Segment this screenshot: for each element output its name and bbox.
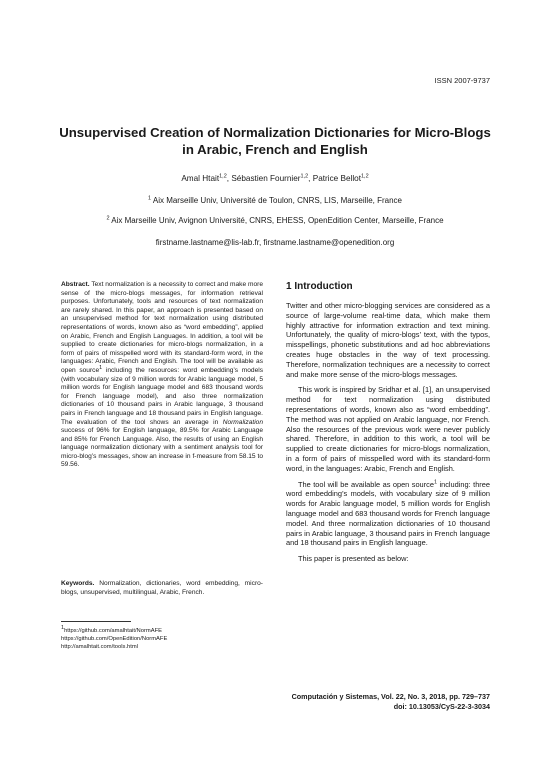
- abstract-text-b: including the resources: word embedding’s models (with vocabulary size of 9 million words for Arabic language model, 5 million words for English language model and 683 thousand words for French language model), and also three normalization dictionaries of 10 thousand pairs in Arabic language, 3 thousand pairs in French language and 18 thousand pairs in English language. The evaluation of the tool shows an average in: [61, 366, 263, 426]
- footnote-link[interactable]: https://github.com/OpenEdition/NormAFE: [61, 636, 168, 642]
- author-affiliation-mark: 1,2: [219, 173, 227, 180]
- intro-paragraph-3b: including: three word embedding’s models, with vocabulary size of 9 million words for Arabic language model, 5 million words for English language model and 683 thousand words for French language model. And three normalization dictionaries of 10 thousand pairs in Arabic language, 3 thousand pairs in French language and 18 thousand pairs in English language.: [286, 479, 490, 548]
- section-heading: 1 Introduction: [286, 281, 353, 292]
- affiliation-mark: 2: [106, 215, 110, 222]
- affiliation-2: [40, 216, 510, 225]
- abstract-text-c: success of 96% for English language, 89.5% for Arabic Language and 85% for French Language. Also, the results of using an English language normalization dictionary with a sentiment analysis tool for micro-blog’s messages, show an increase in f-measure from 58.15 to 59.56.: [61, 427, 263, 469]
- footnotes: [61, 627, 263, 651]
- affiliation-text: Aix Marseille Univ, Université de Toulon, CNRS, LIS, Marseille, France: [152, 196, 402, 205]
- abstract: [61, 281, 263, 470]
- title-line-1: Unsupervised Creation of Normalization Dictionaries for Micro-Blogs: [59, 125, 491, 140]
- keywords-label: Keywords.: [61, 580, 95, 587]
- journal-doi: doi: 10.13053/CyS-22-3-3034: [393, 702, 490, 711]
- intro-paragraph-4: This paper is presented as below:: [298, 554, 409, 564]
- journal-footer: [292, 692, 490, 712]
- footnote-mark: 1: [99, 364, 103, 371]
- affiliation-1: [40, 196, 510, 205]
- affiliation-mark: 1: [148, 195, 152, 202]
- title-line-2: in Arabic, French and English: [182, 142, 368, 157]
- keywords: [61, 580, 263, 598]
- paper-title: [40, 124, 510, 158]
- author-name: Patrice Bellot: [312, 174, 361, 183]
- intro-paragraph-1: Twitter and other micro-blogging services are considered as a source of large-volume real-time data, which make them highly attractive for information extraction and text mining. Unfortunately, the quality of micro-blogs’ text, with the typos, misspellings, phonetic substitutions and ad hoc abbreviations creates huge obstacles in the way of text processing. Therefore, normalization techniques are a necessity to correct and make more sense of the micro-blogs messages.: [286, 301, 490, 379]
- issn-header: ISSN 2007-9737: [434, 76, 490, 85]
- author-list: Amal Htait$^{1,2}$, Sébastien Fournier$^{1,2}$, Patrice Bellot$^{1,2}$: [181, 173, 369, 183]
- footnote-mark: 1: [433, 479, 437, 486]
- abstract-label: Abstract.: [61, 281, 90, 288]
- intro-paragraph-3a: The tool will be available as open source: [298, 479, 434, 489]
- keywords-text: Normalization, dictionaries, word embedding, micro-blogs, unsupervised, multilingual, Arabic, French.: [61, 580, 263, 596]
- footnote-link[interactable]: https://github.com/amalhtait/NormAFE: [64, 628, 163, 634]
- introduction-section: [286, 281, 490, 570]
- footnote-link[interactable]: http://amalhtait.com/tools.html: [61, 644, 139, 650]
- author-name: Sébastien Fournier: [231, 174, 301, 183]
- footnote-line: [61, 627, 263, 635]
- author-affiliation-mark: 1,2: [360, 173, 369, 180]
- author-emails: firstname.lastname@lis-lab.fr, firstname.lastname@openedition.org: [155, 238, 395, 247]
- journal-citation: Computación y Sistemas, Vol. 22, No. 3, 2018, pp. 729–737: [291, 692, 490, 701]
- footnote-divider: [61, 621, 131, 622]
- footnote-mark: 1: [61, 625, 65, 632]
- affiliation-text: Aix Marseille Univ, Avignon Université, CNRS, EHESS, OpenEdition Center, Marseille, France: [111, 216, 444, 225]
- intro-paragraph-2: This work is inspired by Sridhar et al. [1], an unsupervised method for text normalization using distributed representations of words, known also as “word embedding”. The method was not applied on Arabic language, nor French. Also the resources of the previous work were never publicly shared. Therefore, in addition to this work, a tool will be supplied to create dictionaries for micro-blogs normalization, in a form of pairs of misspelled word with its standard-form word, in the languages: Arabic, French and English.: [286, 385, 490, 473]
- intro-paragraph-3: [286, 480, 490, 549]
- author-affiliation-mark: 1,2: [300, 173, 309, 180]
- abstract-text-a: Text normalization is a necessity to correct and make more sense of the micro-blogs messages, for information retrieval purposes. Unfortunately, tools and resources of text normalization are rarely shared. In this paper, an approach is presented based on an unsupervised method for text normalization using distributed representations of words, known also as “word embedding”, applied on Arabic, French and English Languages. In addition, a tool will be supplied to create dictionaries for micro-blogs normalization, in a form of pairs of misspelled word with its standard-form word, in the languages: Arabic, French and English. The tool will be available as open source: [61, 281, 263, 374]
- author-name: Amal Htait: [181, 174, 220, 183]
- abstract-emphasis: Normalization: [222, 418, 263, 426]
